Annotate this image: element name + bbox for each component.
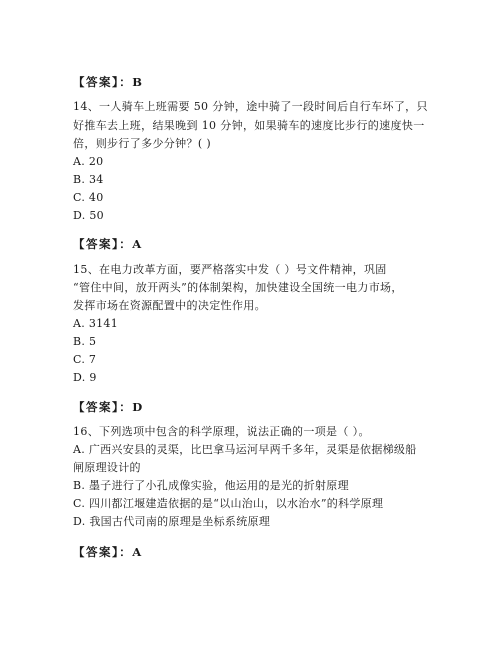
question-15-line-3: 发挥市场在资源配置中的决定性作用。 (73, 299, 266, 312)
option-c: C. 40 (73, 191, 104, 204)
option-b: B. 34 (73, 173, 104, 186)
question-16-line-1: 16、下列选项中包含的科学原理，说法正确的一项是（ ）。 (73, 425, 370, 438)
option-d: D. 50 (73, 209, 104, 222)
answer-label: 【答案】：A (73, 545, 143, 559)
answer-label: 【答案】：B (73, 75, 144, 89)
option-d: D. 我国古代司南的原理是坐标系统原理 (73, 515, 271, 528)
answer-label: 【答案】：A (73, 237, 143, 251)
question-14-line-3: 倍，则步行了多少分钟？( ) (73, 137, 211, 150)
option-b: B. 5 (73, 335, 97, 348)
question-15-line-2: “管住中间，放开两头”的体制架构，加快建设全国统一电力市场， (73, 281, 403, 294)
option-c: C. 7 (73, 353, 97, 366)
option-a: A. 3141 (73, 317, 119, 330)
option-a-continued: 闸原理设计的 (73, 461, 141, 474)
question-14-line-2: 好推车去上班，结果晚到 10 分钟，如果骑车的速度比步行的速度快一 (73, 119, 425, 132)
option-d: D. 9 (73, 371, 97, 384)
option-a: A. 广西兴安县的灵渠，比巴拿马运河早两千多年，灵渠是依据梯级船 (73, 443, 417, 456)
option-c: C. 四川都江堰建造依据的是“以山治山，以水治水”的科学原理 (73, 497, 384, 510)
question-15-line-1: 15、在电力改革方面，要严格落实中发（ ）号文件精神，巩固 (73, 263, 387, 276)
option-a: A. 20 (73, 155, 104, 168)
option-b: B. 墨子进行了小孔成像实验，他运用的是光的折射原理 (73, 479, 349, 492)
question-14-line-1: 14、一人骑车上班需要 50 分钟，途中骑了一段时间后自行车坏了，只 (73, 100, 428, 113)
answer-label: 【答案】：D (73, 400, 144, 414)
